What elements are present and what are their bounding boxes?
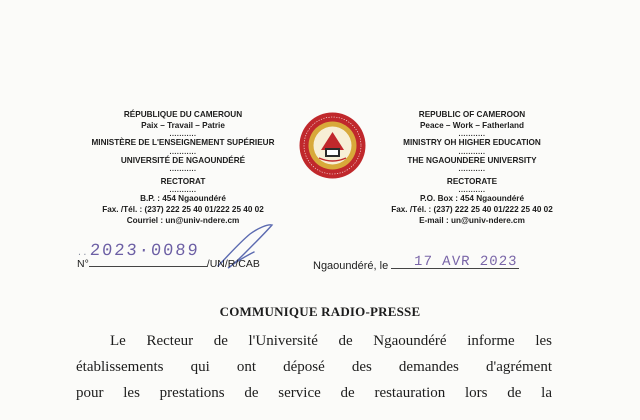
body-line: Le Recteur de l'Université de Ngaoundéré informe les: [110, 333, 552, 349]
address-fr: B.P. : 454 Ngaoundéré: [140, 194, 226, 204]
reference-line: [77, 258, 260, 270]
email-fr: Courriel : un@univ-ndere.cm: [126, 216, 240, 226]
office-en: RECTORATE: [446, 176, 498, 186]
date-stamp: 17 AVR 2023: [413, 254, 518, 270]
header-left: [66, 111, 300, 226]
reference-blank-line: [89, 258, 207, 267]
date-place: Ngaoundéré, le: [313, 260, 389, 272]
country-fr: RÉPUBLIQUE DU CAMEROUN: [123, 110, 243, 119]
university-en: THE NGAOUNDERE UNIVERSITY: [407, 155, 537, 165]
email-en: E-mail : un@univ-ndere.cm: [419, 216, 525, 226]
phone-en: Fax. /Tél. : (237) 222 25 40 01/222 25 40 02: [391, 205, 553, 215]
divider-dots: ...........: [169, 148, 197, 156]
country-en: REPUBLIC OF CAMEROON: [418, 110, 526, 119]
stamp-number: 2023·0089: [89, 242, 201, 261]
header-right: [366, 111, 578, 226]
ministry-fr: MINISTÈRE DE L'ENSEIGNEMENT SUPÉRIEUR: [91, 138, 275, 148]
motto-fr: Paix – Travail – Patrie: [141, 121, 225, 131]
office-fr: RECTORAT: [160, 176, 206, 186]
divider-dots: ...........: [169, 131, 197, 139]
reference-suffix: /UN/R/CAB: [206, 258, 260, 270]
document-title: COMMUNIQUE RADIO-PRESSE: [219, 304, 421, 319]
body-line: pour les prestations de service de restauration lors de la: [76, 385, 552, 401]
ministry-en: MINISTRY OH HIGHER EDUCATION: [403, 138, 541, 148]
reference-label: N°: [77, 258, 89, 270]
divider-dots: ...........: [458, 165, 486, 173]
university-seal-logo: [299, 112, 366, 179]
phone-fr: Fax. /Tél. : (237) 222 25 40 01/222 25 40 02: [102, 205, 264, 215]
divider-dots: ...........: [458, 131, 486, 139]
body-line: établissements qui ont déposé des demandes d'agrément: [76, 359, 552, 375]
motto-en: Peace – Work – Fatherland: [419, 121, 525, 131]
divider-dots: ...........: [169, 165, 197, 173]
divider-dots: ...........: [458, 148, 486, 156]
body-paragraph: [76, 328, 552, 406]
divider-dots: ...........: [169, 187, 197, 195]
address-en: P.O. Box : 454 Ngaoundéré: [419, 194, 525, 204]
university-fr: UNIVERSITÉ DE NGAOUNDÉRÉ: [120, 155, 246, 165]
stamp-prefix: ..: [76, 248, 89, 258]
divider-dots: ...........: [458, 187, 486, 195]
